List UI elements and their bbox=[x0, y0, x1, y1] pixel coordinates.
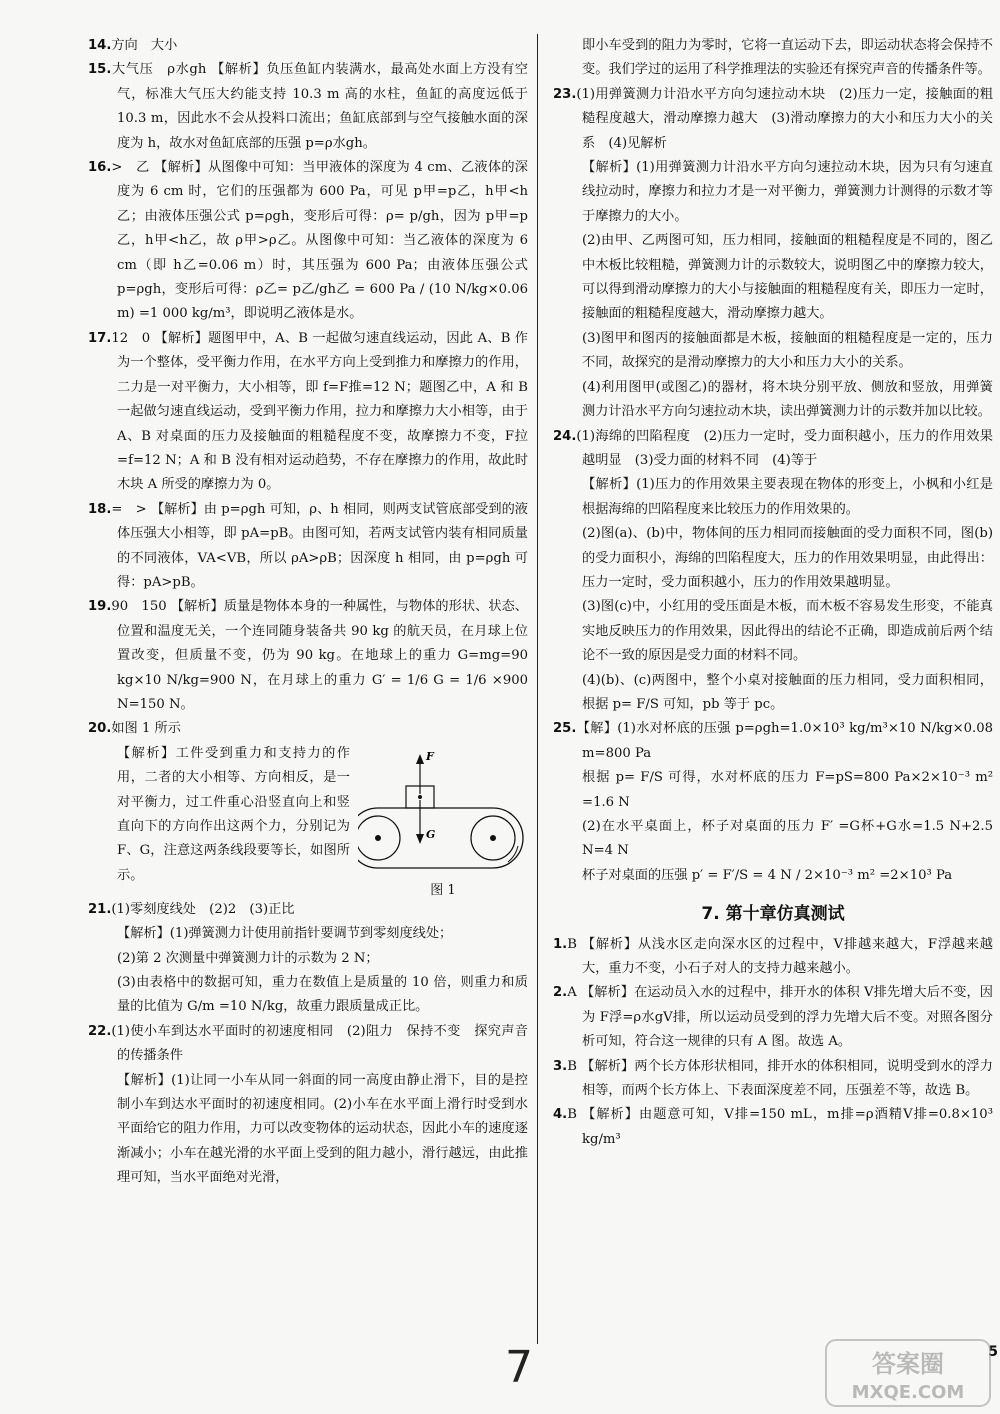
svg-text:MXQE.COM: MXQE.COM bbox=[851, 1382, 965, 1403]
conveyor-diagram bbox=[358, 744, 528, 870]
force-g-arrowhead bbox=[416, 834, 424, 844]
answer-22-continued bbox=[553, 34, 993, 83]
force-g-label: G bbox=[426, 827, 436, 841]
answer-23-line: (3)图甲和图丙的接触面都是木板，接触面的粗糙程度是一定的，压力不同，故探究的是滑动摩擦力的大小和压力大小的关系。 bbox=[582, 330, 993, 371]
answer-24: 24.(1)海绵的凹陷程度 (2)压力一定时，受力面积越小，压力的作用效果越明显 (3)受力面的材料不同 (4)等于 bbox=[553, 428, 993, 468]
answer-21-line: (2)第 2 次测量中弹簧测力计的示数为 2 N； bbox=[117, 950, 379, 966]
svg-text:答案圈: 答案圈 bbox=[872, 1350, 944, 1378]
answer-24-line: 【解析】(1)压力的作用效果主要表现在物体的形变上，小枫和小红是根据海绵的凹陷程度来比较压力的作用效果的。 bbox=[582, 477, 993, 517]
answer-20-body bbox=[88, 742, 528, 899]
answer-21-line: 【解析】(1)弹簧测力计使用前指针要调节到零刻度线处； bbox=[117, 926, 453, 942]
answer-18: 18.= > 【解析】由 p=ρgh 可知，ρ、h 相同，则两支试管底部受到的液体压强大小相等，即 pA=pB。由图可知，若两支试管内装有相同质量的不同液体，VA<VB，所以 ρA>ρB；因深度 h 相同，由 p=ρgh 可得：pA>pB。 bbox=[88, 501, 528, 590]
force-f-arrowhead bbox=[416, 754, 424, 764]
answer-21-body bbox=[88, 922, 528, 1020]
figure-caption: 图 1 bbox=[430, 883, 456, 899]
answer-20: 20.如图 1 所示 bbox=[88, 721, 181, 737]
left-column bbox=[88, 34, 528, 1191]
figure-1 bbox=[358, 744, 528, 899]
answer-25-body bbox=[553, 766, 993, 888]
answer-23-line: (4)利用图甲(或图乙)的器材，将木块分别平放、侧放和竖放，用弹簧测力计沿水平方向匀速拉动木块，读出弹簧测力计的示数并加以比较。 bbox=[582, 379, 993, 420]
mc-answer-4: 4.B 【解析】由题意可知，V排=150 mL，m排=ρ酒精V排=0.8×10³ kg/m³ bbox=[553, 1107, 993, 1147]
footer-mark: 7 bbox=[505, 1342, 533, 1393]
answer-22-explanation: 【解析】(1)让同一小车从同一斜面的同一高度由静止滑下，目的是控制小车到达水平面时的初速度相同。(2)小车在水平面上滑行时受到水平面给它的阻力作用，力可以改变物体的运动状态，因此小车的速度逐渐减小；小车在越光滑的水平面上受到的阻力越小，滑行越远，由此推理可知，当水平面绝对光滑， bbox=[117, 1072, 528, 1186]
answer-23-body bbox=[553, 156, 993, 424]
mc-answer-3: 3.B 【解析】两个长方体形状相同，排开水的体积相同，说明受到水的浮力相等，而两个长方体上、下表面深度差不同，压强差不等，故选 B。 bbox=[553, 1058, 993, 1099]
answer-25-line: 根据 p= F/S 可得，水对杯底的压力 F=pS=800 Pa×2×10⁻³ m² =1.6 N bbox=[582, 770, 993, 810]
answer-16: 16.> 乙 【解析】从图像中可知：当甲液体的深度为 4 cm、乙液体的深度为 6 cm 时，它们的压强都为 600 Pa，可见 p甲=p乙，h甲<h乙；由液体压强公式 p=ρgh，变形后可得：ρ= p/gh，因为 p甲=p乙，h甲<h乙，故 ρ甲>ρ乙。从图像中可知：当乙液体的深度为 6 cm（即 h乙=0.06 m）时，其压强为 600 Pa；由液体压强公式 p=ρgh，变形后可得：ρ乙= p乙/gh乙 = 600 Pa / (10 N/kg×0.06 m) =1 000 kg/m³，即说明乙液体是水。 bbox=[88, 160, 528, 322]
answer-21-line: (3)由表格中的数据可知，重力在数值上是质量的 10 倍，则重力和质量的比值为 G/m =10 N/kg，故重力跟质量成正比。 bbox=[117, 975, 528, 1015]
answer-24-line: (2)图(a)、(b)中，物体间的压力相同而接触面的受力面积不同，图(b)的受力面积小，海绵的凹陷程度大，压力的作用效果明显，由此得出：压力一定时，受力面积越小，压力的作用效果越明显。 bbox=[582, 526, 993, 590]
answer-22-body bbox=[88, 1069, 528, 1191]
answer-23-line: 【解析】(1)用弹簧测力计沿水平方向匀速拉动木块，因为只有匀速直线拉动时，摩擦力和拉力才是一对平衡力，弹簧测力计测得的示数才等于摩擦力的大小。 bbox=[582, 160, 993, 224]
mc-answer-2: 2.A 【解析】在运动员入水的过程中，排开水的体积 V排先增大后不变，因为 F浮=ρ水gV排，所以运动员受到的浮力先增大后不变。对照各图分析可知，符合这一规律的只有 A 图。故选 A。 bbox=[553, 985, 993, 1050]
answer-20-explanation: 【解析】工件受到重力和支持力的作用，二者的大小相等、方向相反，是一对平衡力，过工件重心沿竖直向上和竖直向下的方向作出这两个力，分别记为 F、G，注意这两条线段要等长，如图所示。 bbox=[117, 745, 350, 883]
right-roller-axle bbox=[490, 835, 496, 841]
center-of-gravity bbox=[418, 795, 422, 799]
answer-24-line: (3)图(c)中，小红用的受压面是木板，而木板不容易发生形变，不能真实地反映压力的作用效果，因此得出的结论不正确，即造成前后两个结论不一致的原因是受力面的材料不同。 bbox=[582, 599, 993, 664]
answer-23-line: (2)由甲、乙两图可知，压力相同，接触面的粗糙程度是不同的，图乙中木板比较粗糙，弹簧测力计的示数较大，说明图乙中的摩擦力较大，可以得到滑动摩擦力的大小与接触面的粗糙程度有关，即压力一定时，接触面的粗糙程度越大，滑动摩擦力越大。 bbox=[582, 233, 993, 322]
answer-22-continued-text: 即小车受到的阻力为零时，它将一直运动下去，即运动状态将会保持不变。我们学过的运用了科学推理法的实验还有探究声音的传播条件等。 bbox=[582, 38, 993, 78]
section-title: 7. 第十章仿真测试 bbox=[701, 904, 845, 925]
right-column bbox=[553, 34, 993, 1152]
answer-24-line: (4)(b)、(c)两图中，整个小桌对接触面的压力相同，受力面积相同，根据 p= F/S 可知，pb 等于 pc。 bbox=[582, 672, 993, 712]
answer-25-line: (2)在水平桌面上，杯子对桌面的压力 F′ =G杯+G水=1.5 N+2.5 N=4 N bbox=[582, 819, 993, 859]
answer-23: 23.(1)用弹簧测力计沿水平方向匀速拉动木块 (2)压力一定，接触面的粗糙程度越大，滑动摩擦力越大 (3)滑动摩擦力的大小和压力大小的关系 (4)见解析 bbox=[553, 86, 993, 151]
answer-25-line: 杯子对桌面的压强 p′ = F′/S = 4 N / 2×10⁻³ m² =2×10³ Pa bbox=[582, 867, 953, 883]
answer-24-body bbox=[553, 473, 993, 717]
answer-14: 14.方向 大小 bbox=[88, 38, 178, 53]
answer-19: 19.90 150 【解析】质量是物体本身的一种属性，与物体的形状、状态、位置和温度无关，一个连同随身装备共 90 kg 的航天员，在月球上位置改变，但质量不变，仍为 90 kg。在地球上的重力 G=mg=90 kg×10 N/kg=900 N，在月球上的重力 G′ = 1/6 G = 1/6 ×900 N=150 N。 bbox=[88, 599, 528, 712]
left-roller-axle bbox=[375, 835, 381, 841]
force-f-label: F bbox=[426, 749, 434, 763]
answer-15: 15.大气压 ρ水gh 【解析】负压鱼缸内装满水，最高处水面上方没有空气，标准大气压大约能支持 10.3 m 高的水柱，鱼缸的高度远低于 10.3 m，因此水不会从投料口流出；鱼缸底部到与空气接触水面的深度为 h，故水对鱼缸底部的压强 p=ρ水gh。 bbox=[88, 62, 528, 151]
answer-21: 21.(1)零刻度线处 (2)2 (3)正比 bbox=[88, 901, 295, 917]
answer-17: 17.12 0 【解析】题图甲中，A、B 一起做匀速直线运动，因此 A、B 作为一个整体，受平衡力作用，在水平方向上受到推力和摩擦力的作用，二力是一对平衡力，大小相等，即 f=F推=12 N；题图乙中，A 和 B 一起做匀速直线运动，受到平衡力作用，拉力和摩擦力大小相等，由于 A、B 对桌面的压力及接触面的粗糙程度不变，故摩擦力不变，F拉=f=12 N；A 和 B 没有相对运动趋势，不存在摩擦力的作用，故此时木块 A 所受的摩擦力为 0。 bbox=[88, 330, 528, 493]
answer-22: 22.(1)使小车到达水平面时的初速度相同 (2)阻力 保持不变 探究声音的传播条件 bbox=[88, 1023, 528, 1064]
page-number: 5 bbox=[988, 1344, 998, 1360]
column-divider bbox=[537, 34, 538, 1344]
mc-answer-1: 1.B 【解析】从浅水区走向深水区的过程中，V排越来越大，F浮越来越大，重力不变，小石子对人的支持力越来越小。 bbox=[553, 936, 993, 977]
watermark-logo bbox=[822, 1336, 994, 1410]
answer-25: 25.【解】(1)水对杯底的压强 p=ρgh=1.0×10³ kg/m³×10 N/kg×0.08 m=800 Pa bbox=[553, 721, 993, 761]
